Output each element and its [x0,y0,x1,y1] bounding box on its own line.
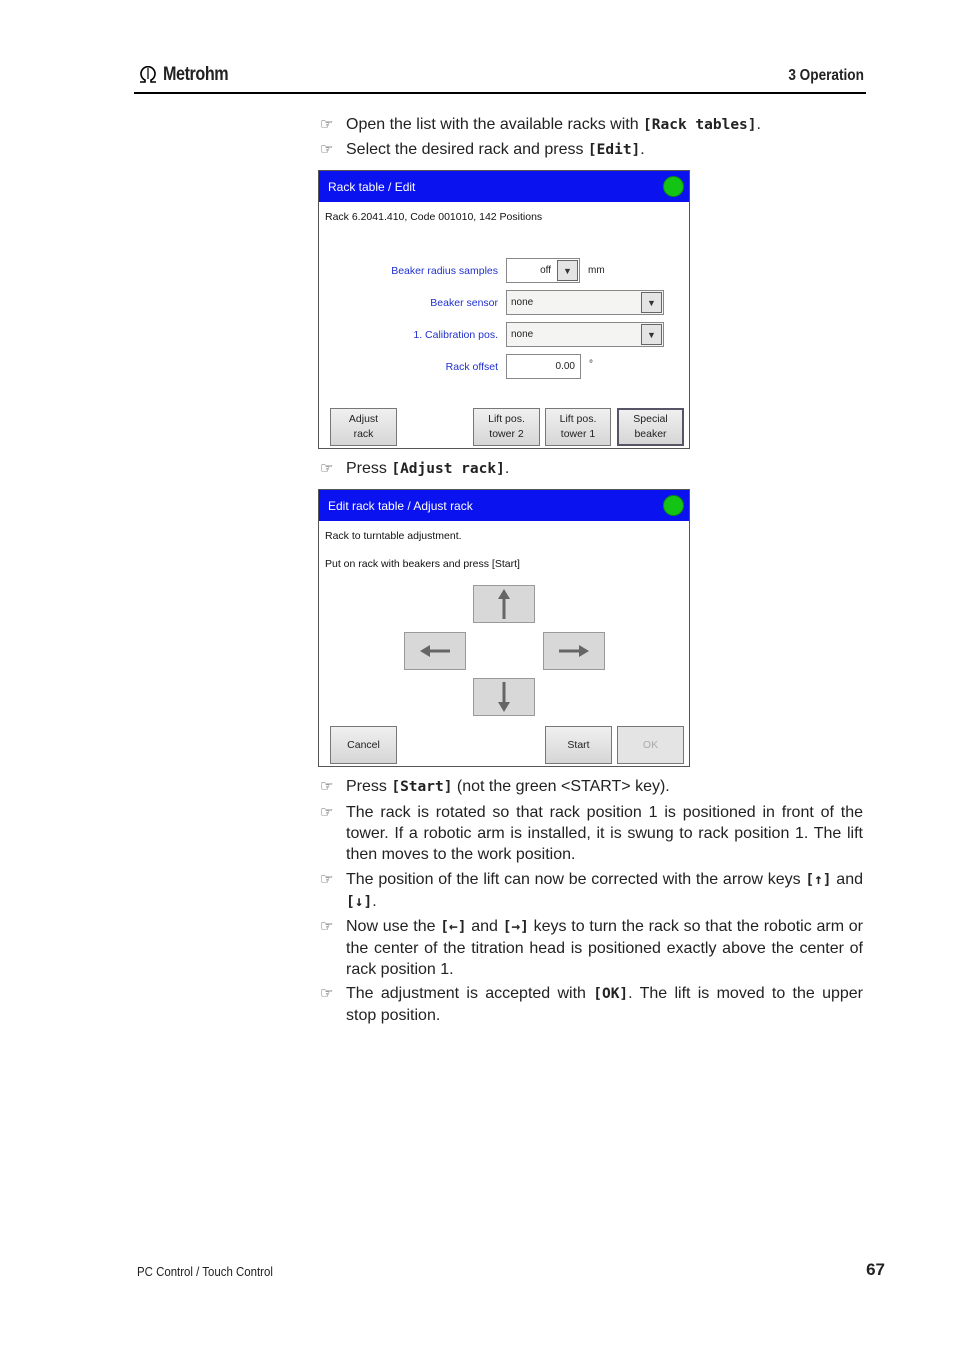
beaker-sensor-select[interactable]: none ▼ [506,290,664,315]
beaker-radius-unit: mm [588,265,605,276]
status-led-icon [663,495,684,516]
key-arrow-down: [↓] [346,894,373,910]
arrow-right-button[interactable] [543,632,605,670]
pointing-hand-icon: ☞ [320,985,334,1002]
step-turn-rack: ☞ Now use the [←] and [→] keys to turn the rack so that the robotic arm or the center of the titration head is positioned exactly above the center of rack position 1. [320,918,864,978]
beaker-radius-select[interactable]: off ▼ [506,258,580,283]
dialog-titlebar [319,171,689,202]
cancel-button[interactable]: Cancel [330,726,397,764]
rack-offset-label[interactable]: Rack offset [445,361,498,373]
step-edit: ☞ Select the desired rack and press [Edit]. [320,139,863,161]
page-number: 67 [866,1260,885,1279]
lift-pos-tower-2-button[interactable]: Lift pos. tower 2 [473,408,540,446]
ok-button[interactable]: OK [617,726,684,764]
brand-logo [137,64,240,86]
lift-pos-tower-1-button[interactable]: Lift pos. tower 1 [545,408,611,446]
arrow-left-icon [418,641,452,661]
step-rack-rotated: ☞ The rack is rotated so that rack position 1 is positioned in front of the tower. If a robotic arm is installed, it is swung to rack position 1. The lift then moves to the work position. [320,804,863,863]
chevron-down-icon[interactable]: ▼ [557,260,578,281]
key-rack-tables: [Rack tables] [643,117,757,133]
rack-offset-input[interactable]: 0.00 [506,354,581,379]
adjust-info-line1: Rack to turntable adjustment. [325,530,462,542]
arrow-left-button[interactable] [404,632,466,670]
key-arrow-right: [→] [502,919,529,935]
key-arrow-up: [↑] [805,872,832,888]
key-arrow-left: [←] [440,919,467,935]
pointing-hand-icon: ☞ [320,141,334,158]
arrow-right-icon [557,641,591,661]
rack-info: Rack 6.2041.410, Code 001010, 142 Positions [325,211,543,223]
rack-table-edit-dialog [318,170,690,449]
chevron-down-icon[interactable]: ▼ [641,292,662,313]
adjust-rack-dialog [318,489,690,767]
footer-product: PC Control / Touch Control [137,1264,273,1279]
calibration-pos-select[interactable]: none ▼ [506,322,664,347]
chapter-title: 3 Operation [788,67,864,84]
special-beaker-button[interactable]: Special beaker [617,408,684,446]
step-accept-ok: ☞ The adjustment is accepted with [OK]. The lift is moved to the upper stop position. [320,985,863,1024]
dialog-titlebar [319,490,689,521]
step-adjust-rack: ☞ Press [Adjust rack]. [320,458,863,480]
arrow-down-button[interactable] [473,678,535,716]
adjust-info-line2: Put on rack with beakers and press [Start] [325,558,520,570]
omega-logo-icon [137,66,159,84]
pointing-hand-icon: ☞ [320,871,334,888]
pointing-hand-icon: ☞ [320,918,334,935]
pointing-hand-icon: ☞ [320,804,334,821]
rack-offset-unit: ° [589,359,593,370]
key-start: [Start] [391,779,453,795]
pointing-hand-icon: ☞ [320,116,334,133]
brand-name: Metrohm [163,64,229,85]
dialog-title: Rack table / Edit [328,179,416,194]
header-rule [134,92,866,94]
pointing-hand-icon: ☞ [320,460,334,477]
beaker-radius-label[interactable]: Beaker radius samples [391,265,498,277]
chevron-down-icon[interactable]: ▼ [641,324,662,345]
step-start: ☞ Press [Start] (not the green <START> key). [320,776,863,798]
start-button[interactable]: Start [545,726,612,764]
key-ok: [OK] [593,986,629,1002]
step-lift-correct: ☞ The position of the lift can now be corrected with the arrow keys [↑] and [↓]. [320,869,863,913]
pointing-hand-icon: ☞ [320,778,334,795]
status-led-icon [663,176,684,197]
key-edit: [Edit] [587,142,641,158]
adjust-rack-button[interactable]: Adjust rack [330,408,397,446]
arrow-down-icon [494,680,514,714]
dialog-title: Edit rack table / Adjust rack [328,498,473,513]
arrow-up-button[interactable] [473,585,535,623]
arrow-up-icon [494,587,514,621]
beaker-sensor-label[interactable]: Beaker sensor [430,297,498,309]
step-rack-tables: ☞ Open the list with the available racks with [Rack tables]. [320,114,863,136]
calibration-pos-label[interactable]: 1. Calibration pos. [413,329,498,341]
key-adjust-rack: [Adjust rack] [391,461,505,477]
